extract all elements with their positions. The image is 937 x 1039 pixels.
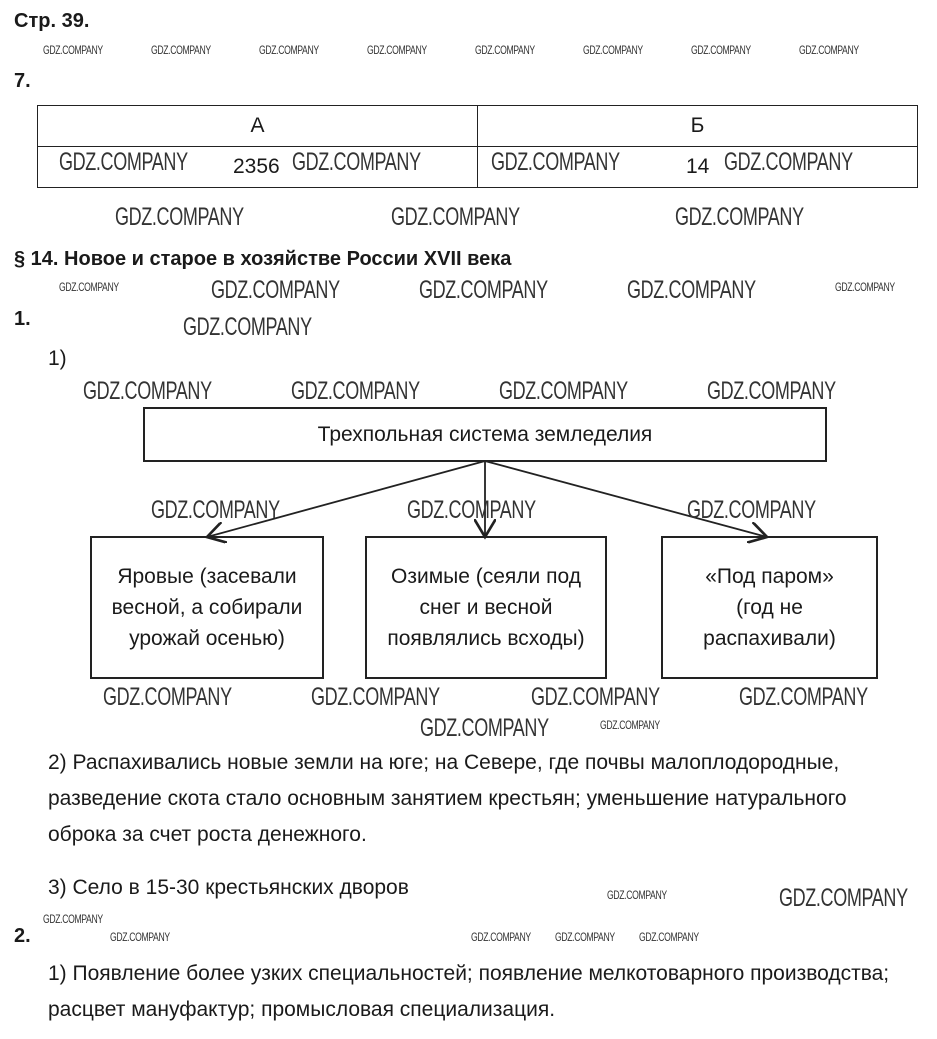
task-7-number: 7. [14, 70, 31, 92]
column-a-answer: 2356 [38, 147, 478, 188]
watermark: GDZ.COMPANY [419, 276, 548, 304]
diagram-root: Трехпольная система земледелия [143, 407, 827, 462]
watermark: GDZ.COMPANY [583, 43, 643, 57]
task-2-number: 2. [14, 925, 31, 947]
watermark: GDZ.COMPANY [311, 683, 440, 711]
diagram-child-spring: Яровые (засевали весной, а собирали урожай осенью) [90, 536, 324, 679]
watermark: GDZ.COMPANY [491, 148, 620, 176]
watermark: GDZ.COMPANY [291, 377, 420, 405]
sub-2-text: 2) Распахивались новые земли на юге; на Севере, где почвы малоплодородные, разведение скота стало основным занятием крестьян; уменьшение натурального оброка за счет роста денежного. [48, 751, 847, 846]
column-b-answer: 14 [478, 147, 918, 188]
watermark: GDZ.COMPANY [83, 377, 212, 405]
watermark: GDZ.COMPANY [407, 496, 536, 524]
watermark: GDZ.COMPANY [779, 884, 908, 912]
watermark: GDZ.COMPANY [687, 496, 816, 524]
watermark: GDZ.COMPANY [475, 43, 535, 57]
watermark: GDZ.COMPANY [607, 888, 667, 902]
watermark: GDZ.COMPANY [151, 43, 211, 57]
watermark: GDZ.COMPANY [367, 43, 427, 57]
section-title: § 14. Новое и старое в хозяйстве России XVII века [14, 248, 512, 270]
watermark: GDZ.COMPANY [110, 930, 170, 944]
watermark: GDZ.COMPANY [691, 43, 751, 57]
watermark: GDZ.COMPANY [600, 718, 660, 732]
watermark: GDZ.COMPANY [471, 930, 531, 944]
watermark: GDZ.COMPANY [59, 280, 119, 294]
diagram-child-fallow: «Под паром» (год не распахивали) [661, 536, 878, 679]
watermark: GDZ.COMPANY [292, 148, 421, 176]
watermark: GDZ.COMPANY [835, 280, 895, 294]
watermark: GDZ.COMPANY [639, 930, 699, 944]
watermark: GDZ.COMPANY [259, 43, 319, 57]
task-2-sub-1-text: 1) Появление более узких специальностей; появление мелкотоварного производства; расцвет мануфактур; промысловая специализация. [48, 962, 890, 1021]
watermark: GDZ.COMPANY [555, 930, 615, 944]
task-1-number: 1. [14, 308, 31, 330]
page-header: Стр. 39. [14, 10, 90, 32]
watermark: GDZ.COMPANY [391, 203, 520, 231]
watermark: GDZ.COMPANY [211, 276, 340, 304]
column-a-header: А [38, 106, 478, 147]
watermark: GDZ.COMPANY [115, 203, 244, 231]
watermark: GDZ.COMPANY [724, 148, 853, 176]
watermark: GDZ.COMPANY [420, 714, 549, 742]
watermark: GDZ.COMPANY [799, 43, 859, 57]
sub-1-label: 1) [48, 347, 67, 370]
watermark: GDZ.COMPANY [43, 912, 103, 926]
watermark: GDZ.COMPANY [499, 377, 628, 405]
watermark: GDZ.COMPANY [183, 313, 312, 341]
watermark: GDZ.COMPANY [103, 683, 232, 711]
watermark: GDZ.COMPANY [43, 43, 103, 57]
watermark: GDZ.COMPANY [739, 683, 868, 711]
sub-3-text: 3) Село в 15-30 крестьянских дворов [48, 876, 409, 899]
diagram-child-winter: Озимые (сеяли под снег и весной появлялись всходы) [365, 536, 607, 679]
watermark: GDZ.COMPANY [151, 496, 280, 524]
watermark: GDZ.COMPANY [59, 148, 188, 176]
watermark: GDZ.COMPANY [707, 377, 836, 405]
watermark: GDZ.COMPANY [531, 683, 660, 711]
column-b-header: Б [478, 106, 918, 147]
watermark: GDZ.COMPANY [675, 203, 804, 231]
watermark: GDZ.COMPANY [627, 276, 756, 304]
